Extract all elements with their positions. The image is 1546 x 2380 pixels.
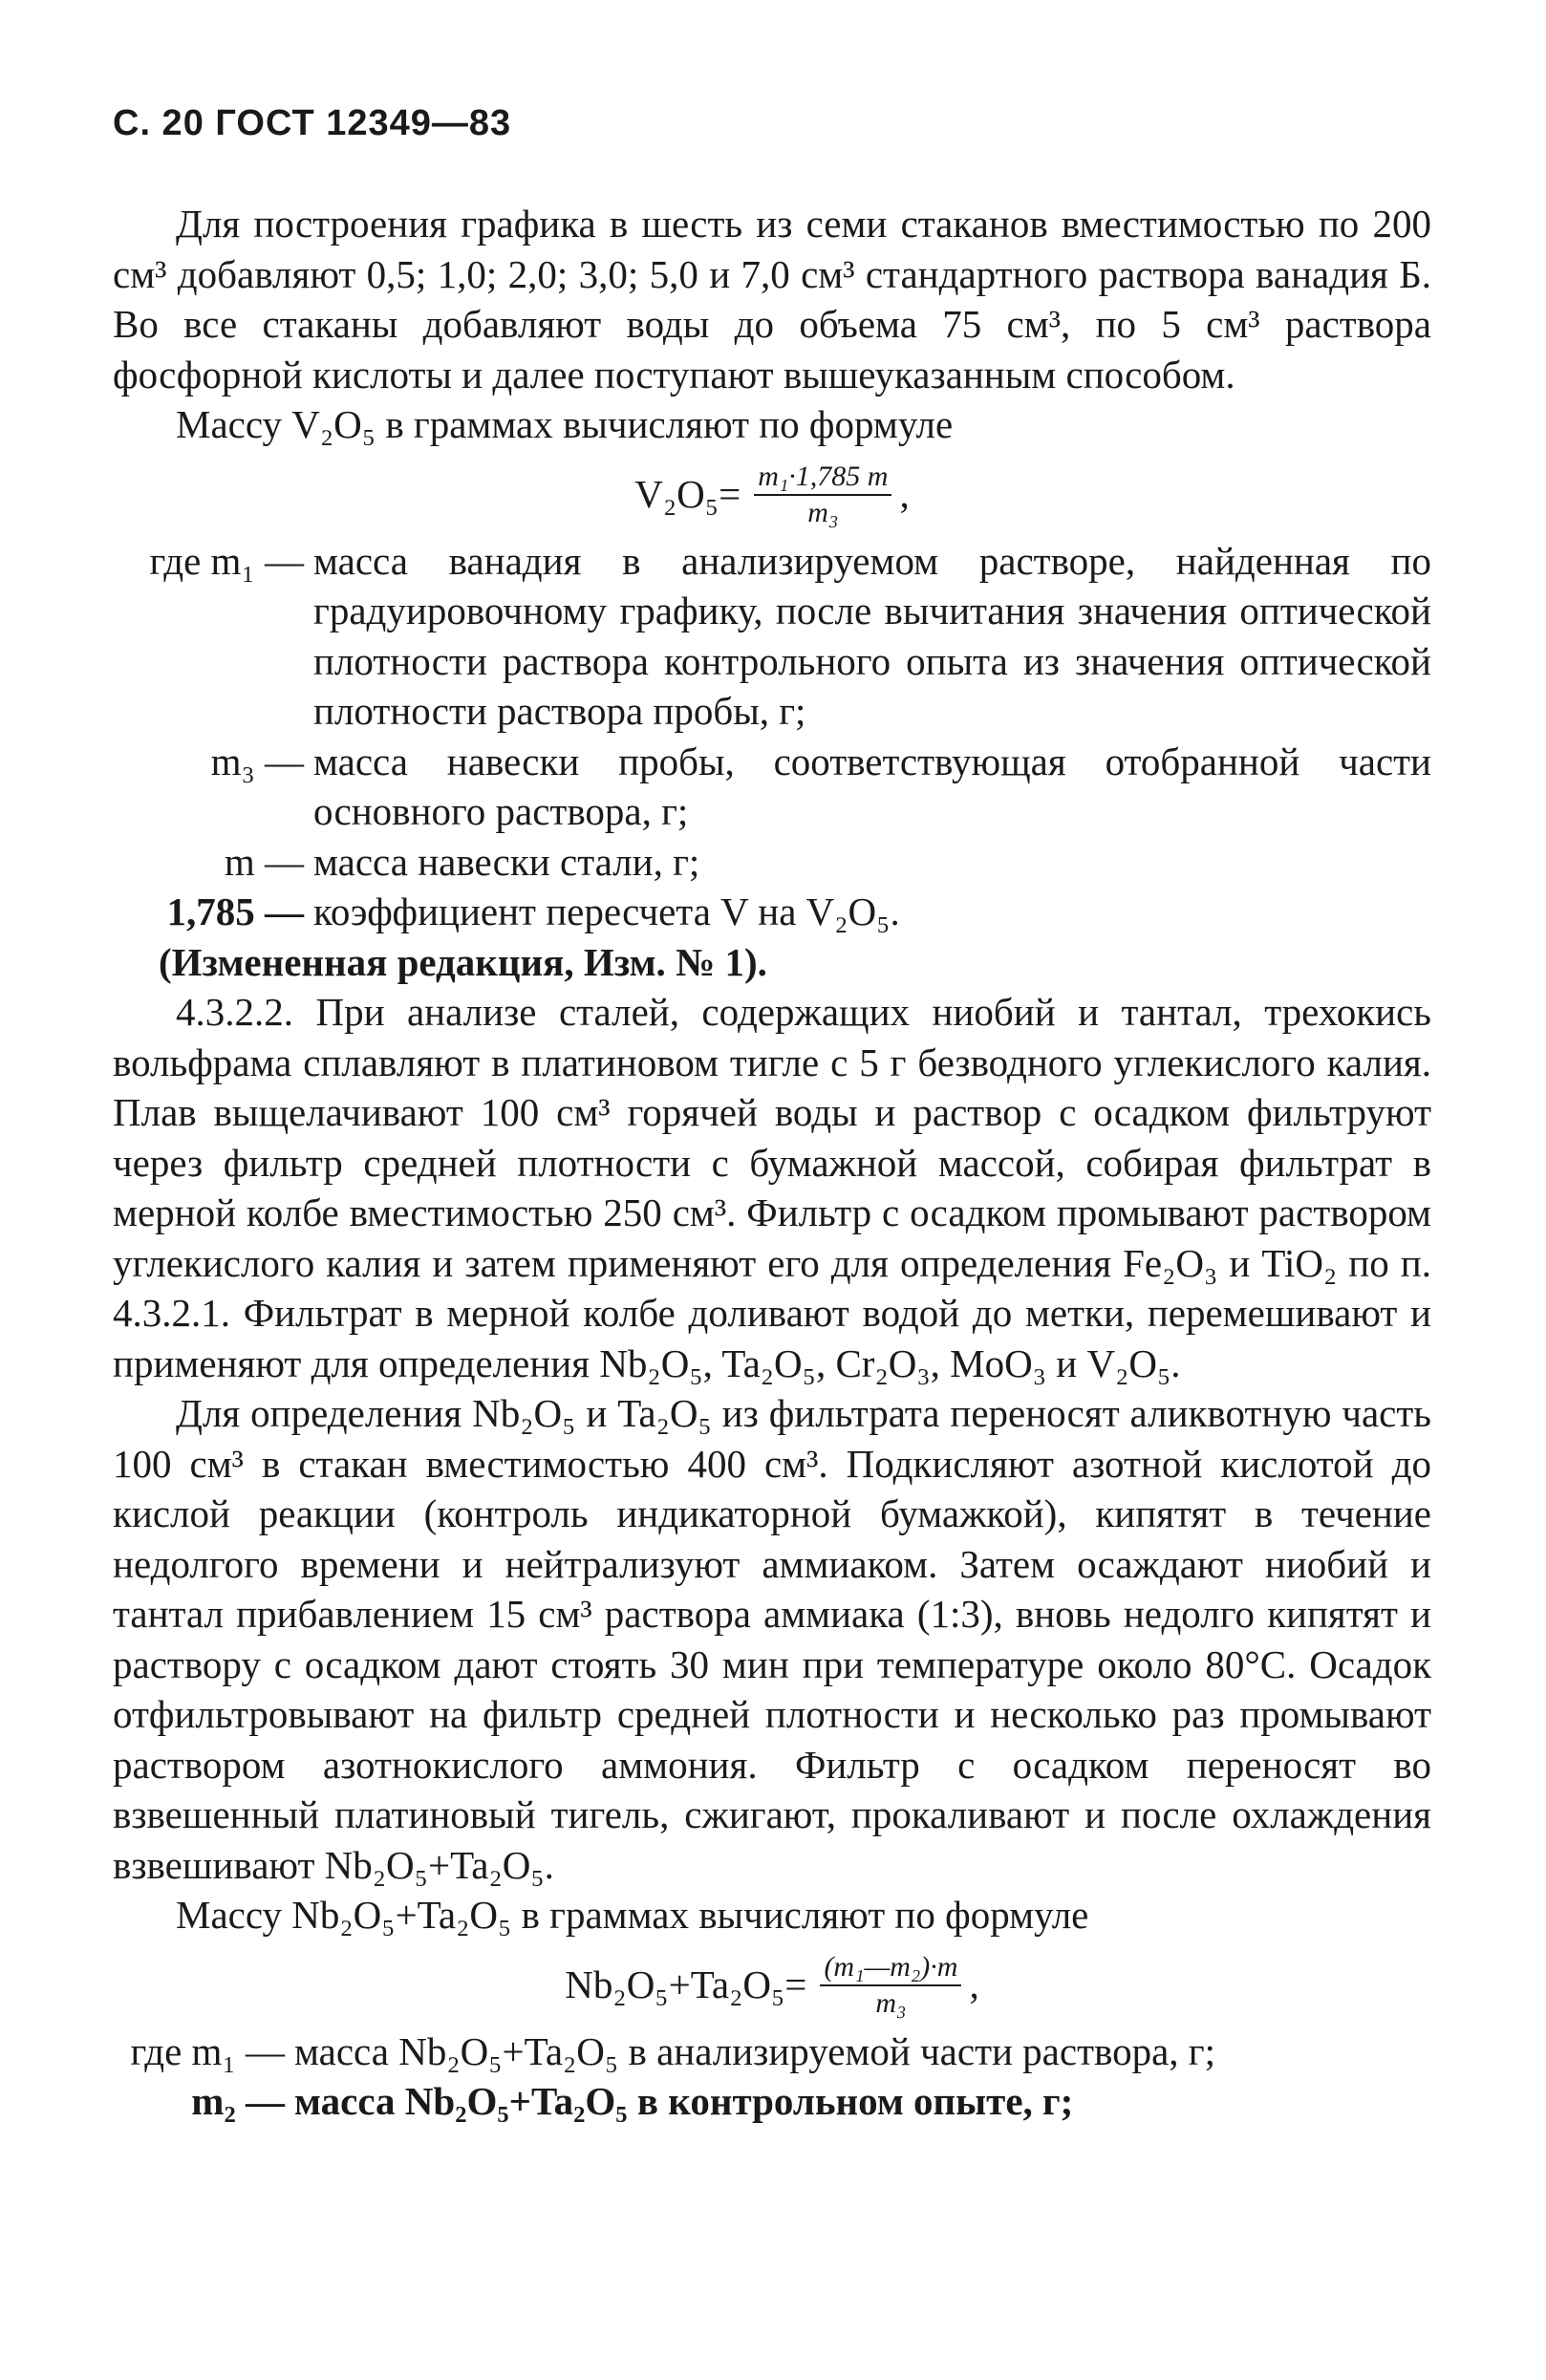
legend-term: где m₁ — xyxy=(149,538,304,583)
formula-nb-ta xyxy=(113,1950,1431,2021)
formula-nb-ta-fraction xyxy=(820,1950,961,2021)
legend-item xyxy=(113,887,1431,937)
legend-desc: масса Nb₂O₅+Ta₂O₅ в контрольном опыте, г; xyxy=(294,2079,1074,2123)
paragraph-graph-preparation: Для построения графика в шесть из семи стаканов вместимостью по 200 см³ добавляют 0,5; 1,0; 2,0; 3,0; 5,0 и 7,0 см³ стандартного раствора ванадия Б. Во все стаканы добавляют воды до объема 75 см³, по 5 см³ раствора фосфорной кислоты и далее поступают вышеуказанным способом. xyxy=(113,202,1431,397)
formula-v2o5-tail: , xyxy=(899,472,910,517)
legend-term: m — xyxy=(224,839,304,884)
formula-nb-ta-tail: , xyxy=(969,1962,979,2007)
formula-v2o5-lhs: V₂O₅= xyxy=(634,472,741,517)
legend-term: m₂ — xyxy=(191,2079,285,2123)
formula-nb-ta-denominator: m₃ xyxy=(875,1986,907,2019)
formula-v2o5-fraction xyxy=(754,460,891,530)
legend-desc: масса Nb₂O₅+Ta₂O₅ в анализируемой части раствора, г; xyxy=(294,2028,1215,2073)
formula-v2o5-numerator: m₁·1,785 m xyxy=(754,460,891,496)
legend-term: где m₁ — xyxy=(130,2028,285,2073)
page-header: С. 20 ГОСТ 12349—83 xyxy=(113,103,512,143)
legend-desc: масса навески пробы, соответствующая отобранной части основного раствора, г; xyxy=(313,739,1431,833)
paragraph-v2o5-formula-intro: Массу V₂O₅ в граммах вычисляют по формуле xyxy=(176,402,954,446)
legend-desc: масса ванадия в анализируемом растворе, найденная по градуировочному графику, после вычитания значения оптической плотности раствора контрольного опыта из значения оптической плотности раствора пробы, г; xyxy=(313,538,1431,733)
paragraph-4-3-2-2: 4.3.2.2. При анализе сталей, содержащих ниобий и тантал, трехокись вольфрама сплавляют в платиновом тигле с 5 г безводного углекислого калия. Плав выщелачивают 100 см³ горячей воды и раствор с осадком фильтруют через фильтр средней плотности с бумажной массой, собирая фильтрат в мерной колбе вместимостью 250 см³. Фильтр с осадком промывают раствором углекислого калия и затем применяют его для определения Fe₂O₃ и TiO₂ по п. 4.3.2.1. Фильтрат в мерной колбе доливают водой до метки, перемешивают и применяют для определения Nb₂O₅, Ta₂O₅, Cr₂O₃, MoO₃ и V₂O₅. xyxy=(113,990,1431,1385)
legend-item xyxy=(113,737,1431,837)
legend-term: 1,785 — xyxy=(166,890,304,933)
legend-term: m₃ — xyxy=(210,739,304,783)
legend-item xyxy=(113,837,1431,888)
formula-v2o5-denominator: m₃ xyxy=(807,496,839,528)
legend-item xyxy=(113,2076,1431,2127)
legend-desc: коэффициент пересчета V на V₂O₅. xyxy=(313,890,900,933)
formula-nb-ta-lhs: Nb₂O₅+Ta₂O₅= xyxy=(565,1962,807,2007)
paragraph-nb-ta-determination: Для определения Nb₂O₅ и Ta₂O₅ из фильтрата переносят аликвотную часть 100 см³ в стакан вместимостью 400 см³. Подкисляют азотной кислотой до кислой реакции (контроль индикаторной бумажкой), кипятят в течение недолгого времени и нейтрализуют аммиаком. Затем осаждают ниобий и тантал прибавлением 15 см³ раствора аммиака (1:3), вновь недолго кипятят и раствору с осадком дают стоять 30 мин при температуре около 80°С. Осадок отфильтровывают на фильтр средней плотности и несколько раз промывают раствором азотнокислого аммония. Фильтр с осадком переносят во взвешенный платиновый тигель, сжигают, прокаливают и после охлаждения взвешивают Nb₂O₅+Ta₂O₅. xyxy=(113,1391,1431,1887)
legend-item xyxy=(113,2026,1431,2077)
paragraph-nb-ta-formula-intro: Массу Nb₂O₅+Ta₂O₅ в граммах вычисляют по формуле xyxy=(176,1893,1089,1937)
formula-nb-ta-numerator: (m₁—m₂)·m xyxy=(820,1950,961,1986)
amendment-note: (Измененная редакция, Изм. № 1). xyxy=(159,939,767,984)
legend-item xyxy=(113,536,1431,737)
legend-desc: масса навески стали, г; xyxy=(313,839,700,884)
formula-v2o5 xyxy=(113,460,1431,530)
